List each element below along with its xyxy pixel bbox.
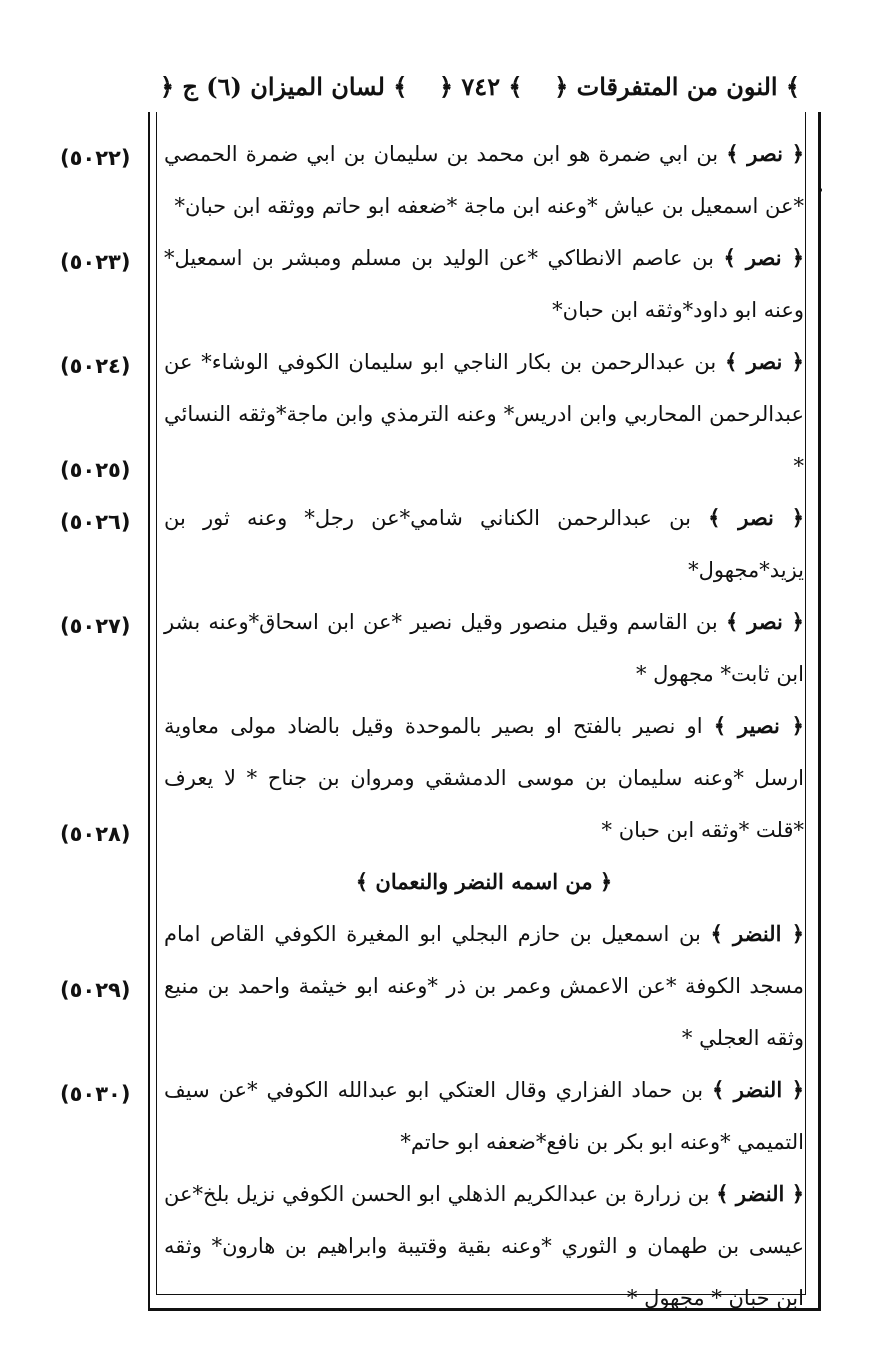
entry-head: ﴿ نصر ﴾ bbox=[726, 141, 804, 166]
entry-head: ﴿ النضر ﴾ bbox=[716, 1181, 804, 1206]
entry-5023 bbox=[164, 232, 804, 336]
header-chapter: ﴿ النون من المتفرقات ﴾ bbox=[554, 71, 800, 101]
entry-number: (٥٠٢٥) bbox=[60, 458, 131, 482]
entry-number: (٥٠٢٣) bbox=[60, 250, 131, 274]
entry-head: ﴿ النضر ﴾ bbox=[710, 921, 805, 946]
margin-mark bbox=[818, 188, 822, 192]
entry-head: ﴿ نصر ﴾ bbox=[723, 245, 805, 270]
entry-number: (٥٠٢٩) bbox=[60, 978, 131, 1002]
entry-number: (٥٠٢٨) bbox=[60, 822, 131, 846]
entry-head: ﴿ نصر ﴾ bbox=[708, 505, 804, 530]
entry-5029 bbox=[164, 1064, 804, 1168]
entry-number: (٥٠٢٧) bbox=[60, 614, 131, 638]
entry-5025 bbox=[164, 492, 804, 596]
entry-5027 bbox=[164, 700, 804, 856]
entry-text: بن عبدالرحمن الكناني شامي*عن رجل* وعنه ثور بن يزيد*مجهول* bbox=[164, 506, 804, 582]
entry-number: (٥٠٣٠) bbox=[60, 1082, 131, 1106]
entry-text: او نصير بالفتح او بصير بالموحدة وقيل بالضاد مولى معاوية ارسل *وعنه سليمان بن موسى الدمشقي ومروان بن جناح * لا يعرف *قلت *وثقه ابن حبان * bbox=[164, 714, 804, 842]
entry-text: بن زرارة بن عبدالكريم الذهلي ابو الحسن الكوفي نزيل بلخ*عن عيسى بن طهمان و الثوري *وعنه بقية وقتيبة وابراهيم بن هارون* وثقه ابن حبان * مجهول * bbox=[164, 1182, 804, 1310]
entry-text: بن القاسم وقيل منصور وقيل نصير *عن ابن اسحاق*وعنه بشر ابن ثابت* مجهول * bbox=[164, 610, 804, 686]
entry-number: (٥٠٢٦) bbox=[60, 510, 131, 534]
section-title: ﴿ من اسمه النضر والنعمان ﴾ bbox=[355, 869, 613, 894]
entry-head: ﴿ نصر ﴾ bbox=[725, 609, 804, 634]
page-body bbox=[164, 128, 804, 1324]
entry-head: ﴿ نصر ﴾ bbox=[724, 349, 804, 374]
entry-text: بن حماد الفزاري وقال العتكي ابو عبدالله الكوفي *عن سيف التميمي *وعنه ابو بكر بن نافع*ضعفه ابو حاتم* bbox=[164, 1078, 804, 1154]
entry-number: (٥٠٢٢) bbox=[60, 146, 131, 170]
header-page-number: ﴿ ٧٤٢ ﴾ bbox=[438, 71, 523, 101]
entry-5024 bbox=[164, 336, 804, 492]
entry-5030 bbox=[164, 1168, 804, 1324]
entry-5022 bbox=[164, 128, 804, 232]
entry-5028 bbox=[164, 908, 804, 1064]
entry-head: ﴿ النضر ﴾ bbox=[711, 1077, 804, 1102]
entry-text: بن ابي ضمرة هو ابن محمد بن سليمان بن ابي ضمرة الحمصي *عن اسمعيل بن عياش *وعنه ابن ماجة *ضعفه ابو حاتم ووثقه ابن حبان* bbox=[164, 142, 804, 218]
header-book-title: ﴿ لسان الميزان (٦) ج ﴾ bbox=[160, 71, 408, 101]
entry-head: ﴿ نصير ﴾ bbox=[713, 713, 804, 738]
entry-number: (٥٠٢٤) bbox=[60, 354, 131, 378]
entry-text: بن عبدالرحمن بن بكار الناجي ابو سليمان الكوفي الوشاء* عن عبدالرحمن المحاربي وابن ادريس* وعنه الترمذي وابن ماجة*وثقه النسائي * bbox=[164, 350, 804, 478]
entry-5026 bbox=[164, 596, 804, 700]
page-header bbox=[160, 62, 800, 110]
entry-text: بن عاصم الانطاكي *عن الوليد بن مسلم ومبشر بن اسمعيل* وعنه ابو داود*وثقه ابن حبان* bbox=[164, 246, 804, 322]
entry-text: بن اسمعيل بن حازم البجلي ابو المغيرة الكوفي القاص امام مسجد الكوفة *عن الاعمش وعمر بن ذر *وعنه ابو خيثمة واحمد بن منيع وثقه العجلي * bbox=[164, 922, 804, 1050]
